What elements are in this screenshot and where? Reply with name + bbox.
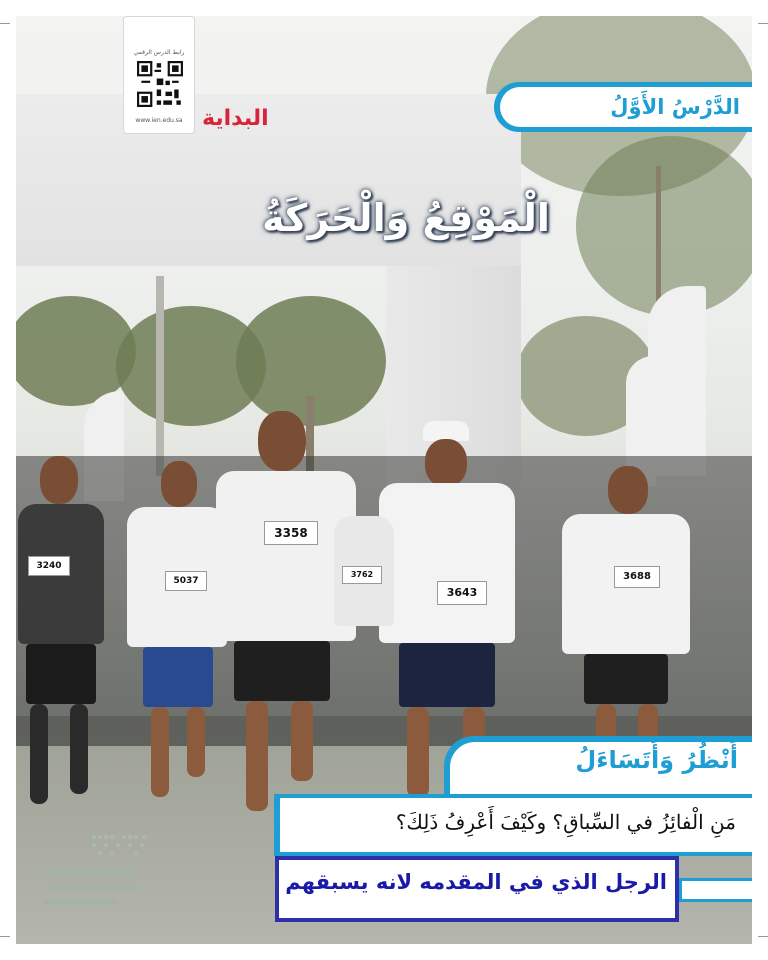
race-bib: 3240 — [28, 556, 70, 576]
crop-mark — [0, 23, 10, 24]
crop-mark — [758, 936, 768, 937]
race-bib: 5037 — [165, 571, 207, 591]
qr-url: www.ien.edu.sa — [135, 117, 183, 124]
logo-wordmark — [44, 871, 134, 876]
logo-wordmark — [44, 885, 140, 890]
crop-mark — [758, 23, 768, 24]
answer-line — [679, 878, 752, 902]
answer-text: الرجل الذي في المقدمه لانه يسبقهم — [285, 870, 667, 894]
lesson-tag — [494, 82, 752, 132]
qr-code-icon — [137, 61, 183, 107]
runner — [556, 456, 696, 756]
race-bib: 3643 — [437, 581, 487, 605]
answer-box[interactable] — [275, 856, 679, 922]
qr-caption: رابط الدرس الرقمي — [133, 49, 185, 56]
ministry-logo — [44, 831, 174, 911]
logo-dots-icon — [88, 831, 158, 859]
race-bib: 3358 — [264, 521, 318, 545]
activity-heading: أَنْظُرُ وَأَتَسَاءَلُ — [575, 746, 738, 774]
question-box — [274, 794, 752, 856]
textbook-page — [16, 16, 752, 944]
qr-code-card[interactable] — [123, 16, 195, 134]
activity-heading-tab — [444, 736, 752, 796]
race-bib: 3688 — [614, 566, 660, 588]
logo-wordmark — [44, 899, 116, 904]
crop-mark — [0, 936, 10, 937]
runner — [18, 456, 108, 806]
page-title: الْمَوْقِعُ وَالْحَرَكَةُ — [262, 196, 550, 240]
start-banner-text: البداية — [202, 106, 269, 131]
race-bib: 3762 — [342, 566, 382, 584]
question-text: مَنِ الْفائِزُ في السِّباقِ؟ وكَيْفَ أَعْرِفُ ذَلِكَ؟ — [395, 810, 736, 834]
feather-flag — [648, 286, 706, 476]
palm-trunk — [156, 276, 164, 476]
lesson-label: الدَّرْسُ الأَوَّلُ — [610, 95, 740, 119]
runner — [334, 496, 394, 636]
runner — [121, 461, 231, 801]
